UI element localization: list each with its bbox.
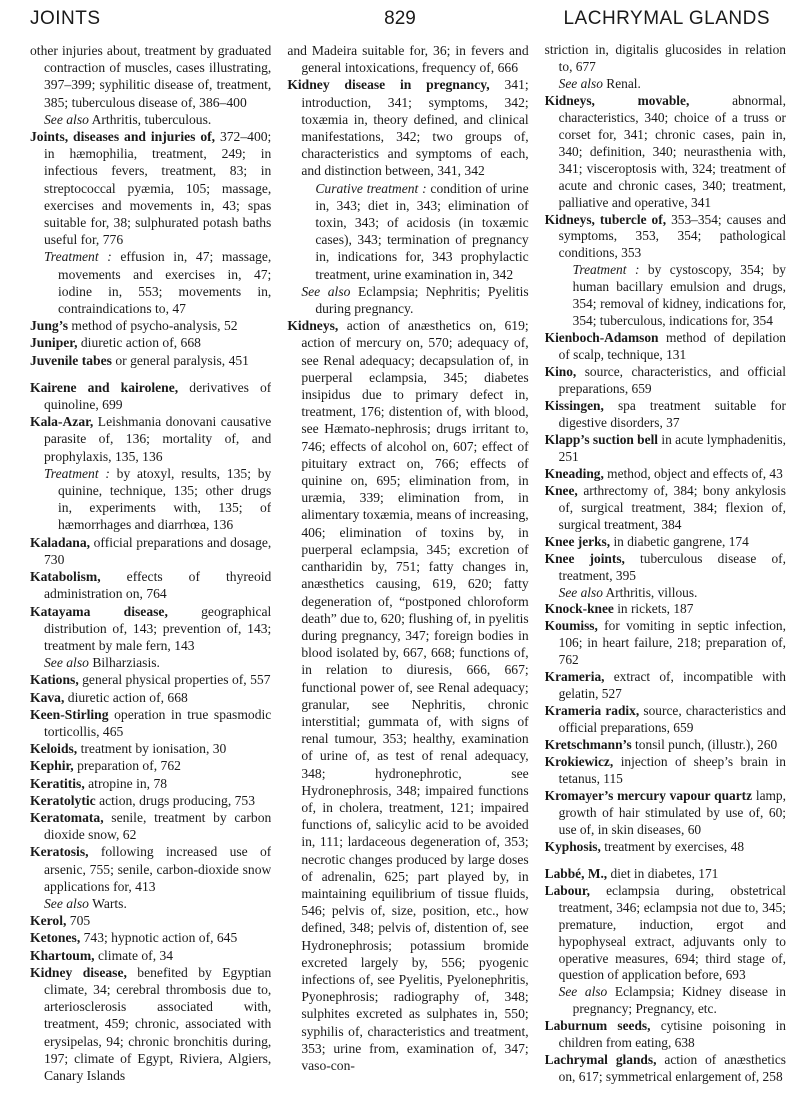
index-text: geographical distribution of, 143; prevention of, 143; treatment by male fern, 143 [44,603,272,653]
index-entry [545,585,786,602]
index-entry [30,534,271,568]
index-text: in rickets, 187 [613,601,694,617]
index-entry [30,379,271,413]
index-term: See also [558,75,603,91]
index-entry [30,128,271,248]
index-term: Treatment : [44,249,112,265]
index-entry [545,669,786,703]
index-text: in acute lymphadenitis, 251 [558,431,786,464]
index-text: 372–400; in hæmophilia, treatment, 249; in infectious fevers, treatment, 83; in streptococcal pyæmia, 105; massage, exercises and movements in, 43; spas suitable for, 38; sulphurated potash baths useful for, 776 [44,129,272,248]
index-term: Kations, [30,672,79,688]
index-entry [545,883,786,985]
index-entry [287,42,528,76]
index-entry [30,757,271,774]
index-term: Jung’s [30,318,69,334]
running-head-right: LACHRYMAL GLANDS [563,8,770,29]
index-term: Kidney disease in pregnancy, [287,77,490,93]
page-number: 829 [384,8,416,29]
index-term: See also [44,895,89,911]
index-entry [30,42,271,111]
index-entry [545,398,786,432]
index-entry [545,432,786,466]
index-text: atropine in, 78 [84,775,168,791]
index-entry [287,317,528,1074]
index-term: Krokiewicz, [544,754,614,770]
index-entry [545,1018,786,1052]
index-entry [545,330,786,364]
index-term: Juvenile tabes [30,352,112,368]
index-text: action of anæsthetics on, 619; action of mercury on, 570; adequacy of, see Renal adequacy; decapsulation of, in puerperal eclampsia, 345; diabetes insipidus due to primary defect in, treatment, 176; distention of, with blood, see Hæmato-nephrosis; drugs irritant to, 746; effects of alcohol on, 607; effect of pituitary extract on, 766; effects of quinine on, 695; elimination from, in uræmia, 339; elimination from, in alimentary toxæmia, means of increasing, 406; elimination of toxins by, in puerperal eclampsia, 345; excretion of cantharidin by, 751; fatty changes in, anæsthetics causing, 619, 620; fatty degeneration of, “postponed chloroform death” due to, 620; flushing of, in pyelitis during pregnancy, 347; foreign bodies in blood isolated by, 667, 668; functions of, in relation to diuresis, 666, 667; functional power of, see Renal adequacy; granular, see Nephritis, chronic interstitial; gummata of, with signs of renal tumour, 353; healthy, examination of urine of, as test of renal adequacy, 348; hydronephrotic, see Hydronephrosis, 348; impaired functions of, in cholera, treatment, 121; impaired functions of, salicylic acid to be avoided in, 111; lardaceous degeneration of, 353; necrotic changes produced by large doses of adrenalin, 625; part played by, in maintaining equilibrium of tissue fluids, 546; pelvis of, size, position, etc., how defined, 348; pelvis of, distention of, see Hydronephrosis; potassium bromide excreted largely by, 556; pyogenic infections of, see Pyelitis, Pyelonephritis, Pyonephrosis; radiography of, 348; sulphites excreted as sulphates in, 550; syphilis of, characteristics and treatment, 353; urine from, examination of, 347; vaso-con- [301,318,529,1073]
index-entry [30,809,271,843]
index-entry [30,843,271,895]
index-text: by atoxyl, results, 135; by quinine, technique, 135; other drugs in, experiments with, 135; of hæmorrhages and diarrhœa, 136 [58,465,272,533]
index-term: Treatment : [572,262,640,278]
index-term: See also [558,984,608,1000]
index-term: See also [44,111,89,127]
index-text: 743; hypnotic action of, 645 [80,930,238,946]
index-text: preparation of, 762 [73,758,181,774]
index-text: eclampsia during, obstetrical treatment, 346; eclampsia not due to, 345; premature, induction, ergot and hypophyseal extract, adjuvants only to operative measures, 694; third stage of, question of application before, 693 [558,882,786,983]
index-text: for vomiting in septic infection, 106; in heart failure, 218; preparation of, 762 [558,618,786,668]
index-text: tonsil punch, (illustr.), 260 [631,737,778,753]
index-entry [287,283,528,317]
index-text: derivatives of quinoline, 699 [44,379,272,413]
index-entry [545,788,786,839]
index-text: method, object and effects of, 43 [603,465,783,481]
index-text: and Madeira suitable for, 36; in fevers and general intoxications, frequency of, 666 [287,43,529,76]
index-term: Kienboch-Adamson [544,330,659,346]
index-text: injection of sheep’s brain in tetanus, 115 [558,754,786,786]
index-term: Kidneys, tubercle of, [544,211,667,227]
index-entry [545,93,786,212]
column-left [30,42,271,1103]
index-entry [30,568,271,602]
index-text: striction in, digitalis glucosides in relation to, 677 [544,42,786,74]
index-text: cytisine poisoning in children from eating, 638 [558,1018,786,1051]
index-term: See also [301,283,351,299]
index-term: Khartoum, [30,947,95,963]
index-term: Krameria radix, [544,703,640,719]
index-entry [30,603,271,655]
index-term: Curative treatment : [315,180,427,196]
index-text: Warts. [88,895,127,911]
index-text: 705 [66,913,91,929]
index-text: treatment by exercises, 48 [600,838,745,854]
index-entry [545,483,786,534]
index-term: Joints, diseases and injuries of, [30,129,216,145]
index-entry [545,76,786,93]
index-text: 341; introduction, 341; symptoms, 342; toxæmia in, theory defined, and clinical manifestations, 342; two groups of, characteristics and symptoms of each, and distinction between, 341, 342 [301,77,529,179]
index-entry [545,534,786,551]
index-text: diuretic action of, 668 [64,689,188,705]
index-text: condition of urine in, 343; diet in, 343; elimination of toxin, 343; of acidosis (in toxæmic cases), 343; termination of pregnancy in, indications for, 343 prophylactic treatment, urine examination in, 342 [315,180,529,282]
index-term: Juniper, [30,335,78,351]
index-entry [30,334,271,351]
index-text: general physical properties of, 557 [78,672,271,688]
index-term: Lachrymal glands, [544,1052,657,1068]
index-term: Keloids, [30,741,78,757]
index-entry [30,317,271,334]
index-text: official preparations and dosage, 730 [44,534,272,567]
index-term: Labbé, M., [544,865,608,881]
index-text: Arthritis, villous. [602,584,698,600]
index-text: Renal. [602,75,641,91]
index-entry [545,42,786,76]
index-entry [30,465,271,534]
index-text: senile, treatment by carbon dioxide snow, 62 [44,809,272,843]
index-term: Knee, [544,482,578,498]
index-term: Labour, [544,882,590,898]
index-entry [545,601,786,618]
index-term: Laburnum seeds, [544,1018,651,1034]
page-header [30,8,770,38]
index-entry [30,111,271,128]
index-entry [30,689,271,706]
index-entry [30,947,271,964]
index-text: Bilharziasis. [88,655,160,671]
index-text: effusion in, 47; massage, movements and exercises in, 47; iodine in, 553; movements in, contraindications to, 47 [58,249,272,317]
index-term: Katayama disease, [30,603,168,619]
index-term: Kidney disease, [30,964,127,980]
index-entry [545,703,786,737]
index-term: Klapp’s suction bell [544,431,659,447]
index-text: extract of, incompatible with gelatin, 527 [558,669,786,702]
index-text: diet in diabetes, 171 [607,865,719,881]
index-text: 353–354; causes and symptoms, 353, 354; pathological conditions, 353 [558,211,786,261]
index-entry [545,262,786,330]
index-text: following increased use of arsenic, 755; senile, carbon-dioxide snow applications for, 413 [44,844,272,894]
index-term: Kidneys, movable, [544,92,690,108]
index-term: Krameria, [544,669,605,685]
index-term: Keratosis, [30,844,89,860]
index-entry [30,352,271,369]
running-head-left: JOINTS [30,8,101,29]
index-text: by cystoscopy, 354; by human bacillary emulsion and drugs, 354; removal of kidney, indications for, 354; tuberculous, indications for, 354 [572,262,786,329]
index-entry [287,180,528,283]
index-entry [30,706,271,740]
index-text: tuberculous disease of, treatment, 395 [558,550,786,583]
index-term: Keratomata, [30,809,104,825]
index-entry [545,212,786,263]
index-entry [545,466,786,483]
index-text: method of psycho-analysis, 52 [68,318,238,334]
index-term: Kromayer’s mercury vapour quartz [544,787,753,803]
index-text: Eclampsia; Kidney disease in pregnancy; Pregnancy, etc. [572,984,786,1017]
index-entry [545,866,786,883]
index-term: See also [44,655,89,671]
index-term: Kissingen, [544,398,604,414]
index-entry [30,248,271,317]
index-text: Arthritis, tuberculous. [88,111,212,127]
index-entry [30,964,271,1084]
index-entry [30,792,271,809]
index-term: Knock-knee [544,601,614,617]
index-term: Kidneys, [287,318,339,334]
column-right [545,42,786,1103]
index-term: Kala-Azar, [30,414,94,430]
index-term: Keen-Stirling [30,706,109,722]
index-text: Eclampsia; Nephritis; Pyelitis during pregnancy. [315,283,529,317]
index-text: diuretic action of, 668 [77,335,201,351]
index-term: Ketones, [30,930,81,946]
index-text: source, characteristics, and official preparations, 659 [558,364,786,397]
index-entry [30,929,271,946]
index-term: Kneading, [544,465,604,481]
index-entry [30,413,271,465]
index-term: Knee joints, [544,550,625,566]
index-text: operation in true spasmodic torticollis, 465 [44,706,272,739]
index-text: other injuries about, treatment by graduated contraction of muscles, cases illustrating, 397–399; syphilitic disease of, treatment, 385; tuberculous disease of, 386–400 [30,43,272,110]
index-entry [545,1052,786,1086]
index-text: treatment by ionisation, 30 [77,741,227,757]
index-text: arthrectomy of, 384; bony ankylosis of, surgical treatment, 384; flexion of, surgical treatment, 384 [558,482,786,532]
index-entry [545,364,786,398]
index-text: lamp, growth of hair stimulated by use of, 60; use of, in skin diseases, 60 [558,787,786,837]
index-text: climate of, 34 [94,947,174,963]
index-entry [545,839,786,856]
index-text: effects of thyreoid administration on, 764 [44,569,272,602]
index-term: Kyphosis, [544,838,601,854]
index-text: Leishmania donovani causative parasite of, 136; mortality of, and prophylaxis, 135, 136 [44,414,272,464]
index-term: Kairene and kairolene, [30,379,179,395]
index-entry [30,671,271,688]
index-text: in diabetic gangrene, 174 [610,533,749,549]
index-entry [545,551,786,585]
index-term: Treatment : [44,465,110,481]
index-entry [30,654,271,671]
index-text: source, characteristics and official preparations, 659 [558,703,786,736]
index-entry [30,912,271,929]
index-term: Koumiss, [544,618,598,634]
index-entry [545,754,786,788]
index-term: Kerol, [30,913,67,929]
index-term: See also [558,584,603,600]
index-text: action of anæsthetics on, 617; symmetrical enlargement of, 258 [558,1052,786,1085]
index-term: Kava, [30,689,65,705]
index-text: benefited by Egyptian climate, 34; cerebral thrombosis due to, arteriosclerosis associated with, treatment, 459; chronic, associated with erysipelas, 94; chronic bronchitis during, 197; climate of Egypt, Riviera, Algiers, Canary Islands [44,964,272,1083]
index-term: Knee jerks, [544,533,611,549]
index-entry [545,984,786,1018]
index-entry [30,895,271,912]
index-entry [287,76,528,179]
index-text: action, drugs producing, 753 [95,792,256,808]
index-term: Kino, [544,364,577,380]
index-text: or general paralysis, 451 [111,352,249,368]
index-entry [545,618,786,669]
index-columns [30,42,786,1103]
index-text: abnormal, characteristics, 340; choice of a truss or corset for, 341; chronic cases, pain in, 340; definition, 340; neurasthenia with, 341; visceroptosis with, 324; treatment of acute and chronic cases, 340; treatment, palliative and operative, 341 [558,92,786,210]
index-term: Kaladana, [30,534,91,550]
index-term: Kretschmann’s [544,737,632,753]
index-entry [30,775,271,792]
index-text: spa treatment suitable for digestive disorders, 37 [558,398,786,430]
index-entry [30,740,271,757]
index-term: Keratolytic [30,792,96,808]
index-entry [545,737,786,754]
index-term: Katabolism, [30,569,101,585]
index-text: method of depilation of scalp, technique, 131 [558,330,786,363]
column-middle [287,42,528,1103]
index-term: Kephir, [30,758,74,774]
index-term: Keratitis, [30,775,85,791]
